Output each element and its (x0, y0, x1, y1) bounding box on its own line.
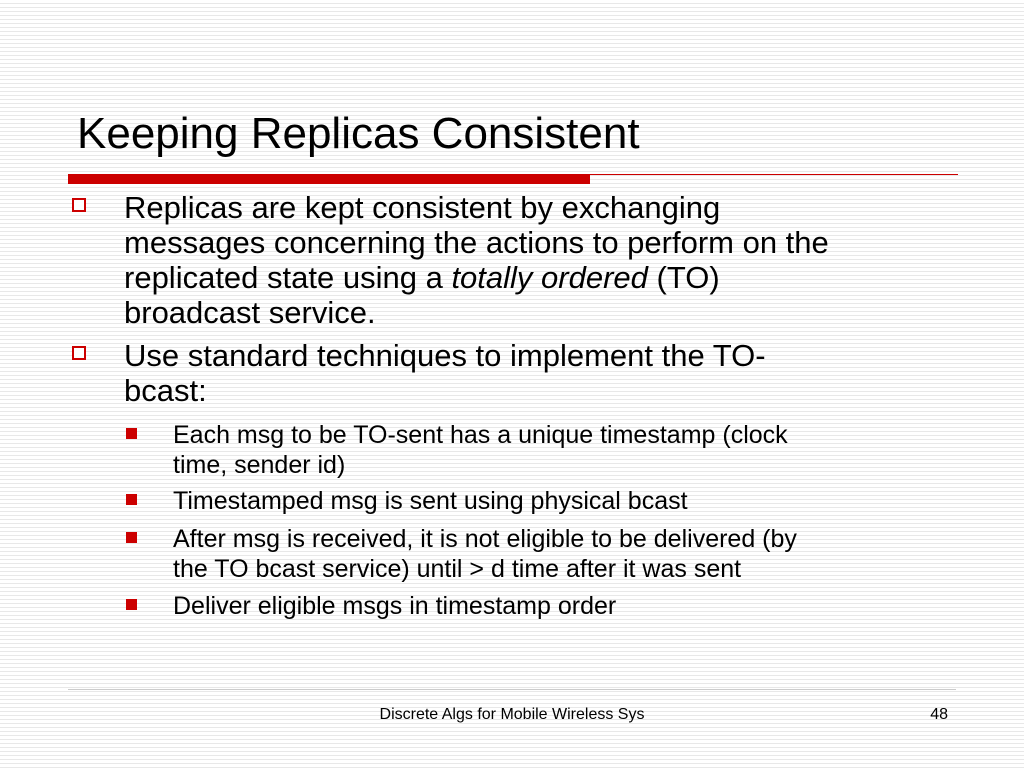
title-underline-thick (68, 174, 590, 184)
slide-title: Keeping Replicas Consistent (77, 109, 640, 158)
sub-bullet-line: the TO bcast service) until > d time after it was sent (173, 555, 742, 583)
hollow-square-bullet-icon (72, 346, 86, 360)
filled-square-bullet-icon (126, 599, 137, 610)
sub-bullet-line: time, sender id) (173, 451, 346, 479)
sub-bullet-text (173, 591, 616, 621)
footer-text: Discrete Algs for Mobile Wireless Sys (379, 706, 645, 723)
sub-bullet-line: Timestamped msg is sent using physical bcast (173, 487, 688, 515)
slide-number: 48 (930, 706, 948, 723)
sub-bullet-text (173, 524, 797, 584)
sub-bullet-line: After msg is received, it is not eligible to be delivered (by (173, 525, 797, 553)
emphasis-totally-ordered: totally ordered (451, 260, 648, 295)
title-underline-thin (590, 174, 958, 175)
filled-square-bullet-icon (126, 428, 137, 439)
bullet-text (124, 338, 766, 408)
bullet-line: broadcast service. (124, 295, 376, 330)
filled-square-bullet-icon (126, 532, 137, 543)
filled-square-bullet-icon (126, 494, 137, 505)
sub-bullet-line: Each msg to be TO-sent has a unique timestamp (clock (173, 421, 788, 449)
sub-bullet-text (173, 420, 788, 480)
bullet-line-prefix: replicated state using a (124, 260, 452, 295)
bullet-line (124, 260, 829, 295)
bullet-line-suffix: (TO) (647, 260, 720, 295)
bullet-line: messages concerning the actions to perform on the (124, 225, 829, 260)
bullet-line: bcast: (124, 373, 207, 408)
sub-bullet-line: Deliver eligible msgs in timestamp order (173, 592, 617, 620)
sub-bullet-text (173, 486, 688, 516)
footer-divider (68, 689, 956, 690)
bullet-line: Use standard techniques to implement the TO- (124, 338, 766, 373)
hollow-square-bullet-icon (72, 198, 86, 212)
bullet-text (124, 190, 829, 330)
bullet-line: Replicas are kept consistent by exchanging (124, 190, 721, 225)
